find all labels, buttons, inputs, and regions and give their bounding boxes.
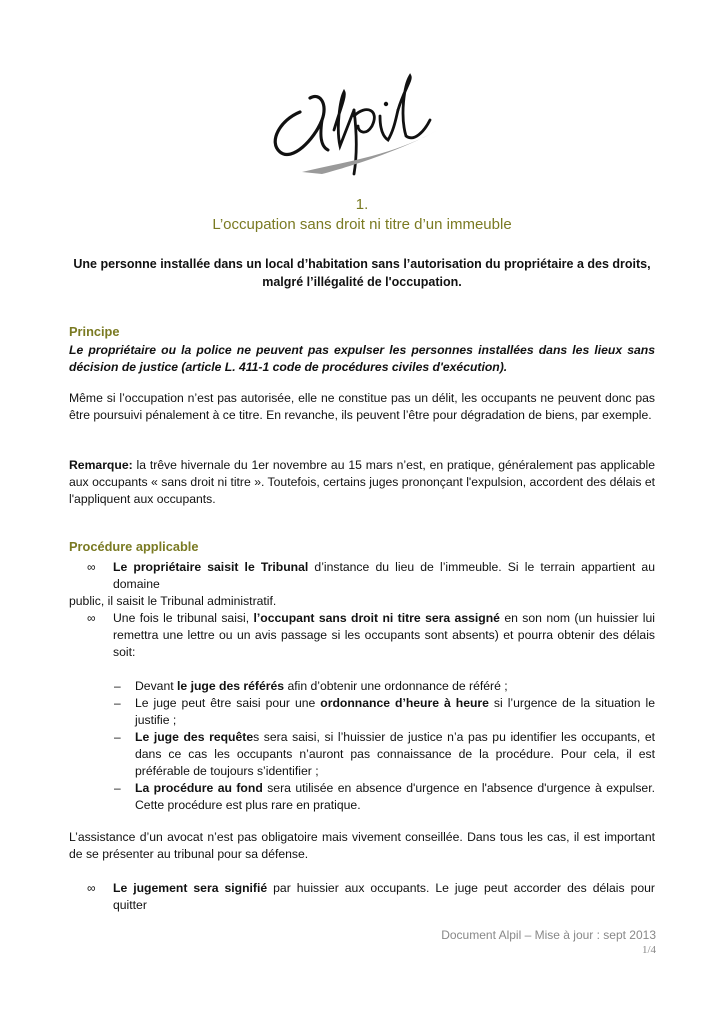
- procedure-heading: Procédure applicable: [69, 539, 199, 554]
- dash-icon: –: [114, 781, 121, 795]
- item-text: s sera saisi, si l’huissier de justice n’a pas pu identifier les occupants, et dans ce cas les occupants n’auront pas connaissance de la procédure. Pour cela, il est préférable de toujours s’identifier ;: [135, 730, 655, 778]
- bullet-icon: ∞: [87, 611, 96, 625]
- footer-document-info: Document Alpil – Mise à jour : sept 2013: [441, 928, 656, 942]
- item-text: en son nom (un huissier lui remettra une lettre ou un avis passage si les occupants sont absents) et pourra obtenir des délais soit:: [113, 611, 655, 659]
- bullet-icon: ∞: [87, 881, 96, 895]
- item-text: d’instance du lieu de l’immeuble. Si le terrain appartient au domaine: [113, 560, 655, 591]
- assistance-paragraph: L’assistance d’un avocat n’est pas obligatoire mais vivement conseillée. Dans tous les cas, il est important de se présenter au tribunal pour sa défense.: [69, 830, 655, 861]
- item-bold: Le jugement sera signifié: [113, 881, 268, 895]
- principe-paragraph: Même si l’occupation n’est pas autorisée, elle ne constitue pas un délit, les occupants ne peuvent donc pas être poursuivi pénalement à ce titre. En revanche, ils peuvent l’être pour dégradation de biens, par exemple.: [69, 391, 655, 422]
- dash-icon: –: [114, 679, 121, 693]
- principe-heading: Principe: [69, 324, 120, 339]
- item-text: si l’urgence de la situation le justifie ;: [135, 696, 656, 727]
- sub-list-item: [135, 678, 655, 695]
- alpil-logo: [262, 70, 462, 180]
- item-bold: le juge des référés: [177, 679, 285, 693]
- list-item: [113, 880, 655, 914]
- subtitle: Une personne installée dans un local d’habitation sans l’autorisation du propriétaire a des droits, malgré l’illégalité de l'occupation.: [73, 257, 651, 289]
- sub-list-item: [135, 780, 655, 814]
- item-text: par huissier aux occupants. Le juge peut accorder des délais pour quitter: [113, 881, 655, 912]
- section-number: 1.: [355, 196, 369, 213]
- bullet-icon: ∞: [87, 560, 96, 574]
- item-bold: Le juge des requête: [135, 730, 254, 744]
- item-text: Une fois le tribunal saisi,: [113, 611, 254, 625]
- item-text: afin d’obtenir une ordonnance de référé ;: [284, 679, 508, 693]
- item-bold: l’occupant sans droit ni titre sera assigné: [253, 611, 500, 625]
- item-text: sera utilisée en absence d'urgence en l'absence d'urgence à expulser. Cette procédure est plus rare en pratique.: [135, 781, 655, 812]
- page-title: L’occupation sans droit ni titre d’un immeuble: [212, 216, 512, 233]
- remarque-text: la trêve hivernale du 1er novembre au 15 mars n’est, en pratique, généralement pas applicable aux occupants « sans droit ni titre ». Toutefois, certains juges prononçant l'expulsion, accordent des délais et l'appliquent aux occupants.: [69, 458, 655, 506]
- item-text: Le juge peut être saisi pour une: [135, 696, 321, 710]
- item-bold: La procédure au fond: [135, 781, 263, 795]
- sub-list-item: [135, 695, 655, 729]
- remarque-paragraph: [69, 457, 655, 507]
- list-item: [113, 610, 655, 660]
- dash-icon: –: [114, 730, 121, 744]
- sub-list-item: [135, 729, 655, 779]
- item-text: Devant: [135, 679, 178, 693]
- alpil-logo-signature: [262, 70, 462, 180]
- dash-icon: –: [114, 696, 121, 710]
- remarque-label: Remarque:: [69, 458, 133, 472]
- item-bold: ordonnance d’heure à heure: [320, 696, 489, 710]
- page-number: 1/4: [641, 944, 656, 956]
- list-item-continuation: public, il saisit le Tribunal administratif.: [69, 594, 277, 608]
- principe-intro: Le propriétaire ou la police ne peuvent pas expulser les personnes installées dans les lieux sans décision de justice (article L. 411-1 code de procédures civiles d'exécution).: [69, 343, 655, 374]
- item-bold: Le propriétaire saisit le Tribunal: [113, 560, 309, 574]
- list-item: [113, 559, 655, 593]
